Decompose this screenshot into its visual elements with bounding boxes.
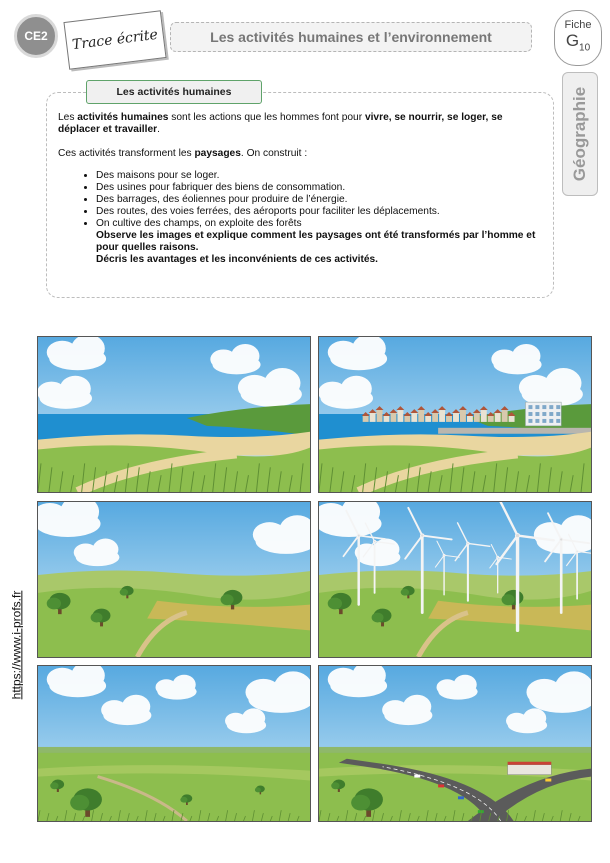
countryside-wind-farm-illustration (319, 502, 591, 657)
house-icon (467, 416, 473, 422)
website-link[interactable] (6, 570, 26, 720)
house-icon (446, 416, 452, 422)
level-badge: CE2 (14, 14, 58, 58)
list-item: • Des usines pour fabriquer des biens de consommation. (96, 182, 538, 194)
subject-tab (562, 72, 598, 196)
house-icon (377, 410, 383, 422)
text-run: sont les actions que les hommes font pour (168, 112, 365, 123)
image-coast-town (318, 336, 592, 493)
house-icon (404, 416, 410, 422)
house-icon (397, 410, 403, 422)
image-countryside-wind-farm (318, 501, 592, 658)
instruction-observe: Observe les images et explique comment les paysages ont été transformés par l’homme et pour quelles raisons. (96, 230, 536, 253)
cloud-icon (47, 337, 106, 370)
house-icon (439, 410, 445, 422)
cloud-icon (47, 666, 106, 697)
house-icon (432, 413, 438, 422)
subject-label: Géographie (570, 86, 589, 182)
lesson-text (58, 112, 538, 266)
image-plain-natural (37, 665, 311, 822)
house-icon (418, 410, 424, 422)
house-icon (370, 413, 376, 422)
fiche-letter: G (565, 31, 580, 50)
house-icon (390, 413, 396, 422)
text-run: . On construit : (240, 148, 308, 159)
image-plain-motorway (318, 665, 592, 822)
trace-ecrite-label: Trace écrite (63, 10, 166, 70)
coast-natural-illustration (38, 337, 310, 492)
house-icon (488, 416, 494, 422)
house-icon (411, 413, 417, 422)
text-run: Ces activités transforment les (58, 148, 195, 159)
text-run: paysages (194, 148, 241, 159)
intro-paragraph (58, 112, 538, 136)
car-icon (478, 810, 484, 813)
list-item: • Des routes, des voies ferrées, des aéroports pour faciliter les déplacements. (96, 206, 538, 218)
house-icon (384, 416, 390, 422)
house-icon (474, 413, 480, 422)
house-icon (502, 410, 508, 422)
text-run: . (157, 124, 160, 135)
countryside-natural-illustration (38, 502, 310, 657)
car-icon (545, 779, 551, 782)
house-icon (363, 416, 369, 422)
service-station-icon (508, 765, 552, 775)
cloud-icon (328, 666, 387, 697)
fiche-code (555, 31, 601, 58)
section-title: Les activités humaines (86, 80, 262, 104)
list-item: • Des maisons pour se loger. (96, 170, 538, 182)
text-run: activités humaines (77, 112, 169, 123)
fiche-number: 10 (579, 42, 591, 54)
cloud-icon (38, 502, 101, 537)
website-link-text[interactable]: https://www.i-profs.fr (9, 590, 24, 700)
cloud-icon (328, 337, 387, 370)
coast-town-illustration (319, 337, 591, 492)
instruction-describe: Décris les avantages et les inconvénients de ces activités. (96, 254, 378, 265)
plain-motorway-illustration (319, 666, 591, 821)
text-run: vivre, se nourrir, se loger, se déplacer et travailler (58, 112, 503, 135)
house-icon (509, 416, 515, 422)
plain-natural-illustration (38, 666, 310, 821)
image-countryside-natural (37, 501, 311, 658)
image-coast-natural (37, 336, 311, 493)
page-title: Les activités humaines et l’environnement (170, 22, 532, 52)
list-item: • On cultive des champs, on exploite des forêts (96, 218, 538, 230)
text-run: Les (58, 112, 78, 123)
construction-list (58, 170, 538, 230)
house-icon (453, 413, 459, 422)
house-icon (460, 410, 466, 422)
fiche-badge (554, 10, 602, 66)
house-icon (425, 416, 431, 422)
car-icon (458, 796, 464, 799)
fiche-label: Fiche (564, 19, 592, 31)
car-icon (414, 775, 420, 778)
list-item: • Des barrages, des éoliennes pour produire de l’énergie. (96, 194, 538, 206)
house-icon (495, 413, 501, 422)
transform-paragraph (58, 148, 538, 160)
car-icon (438, 784, 444, 787)
house-icon (481, 410, 487, 422)
